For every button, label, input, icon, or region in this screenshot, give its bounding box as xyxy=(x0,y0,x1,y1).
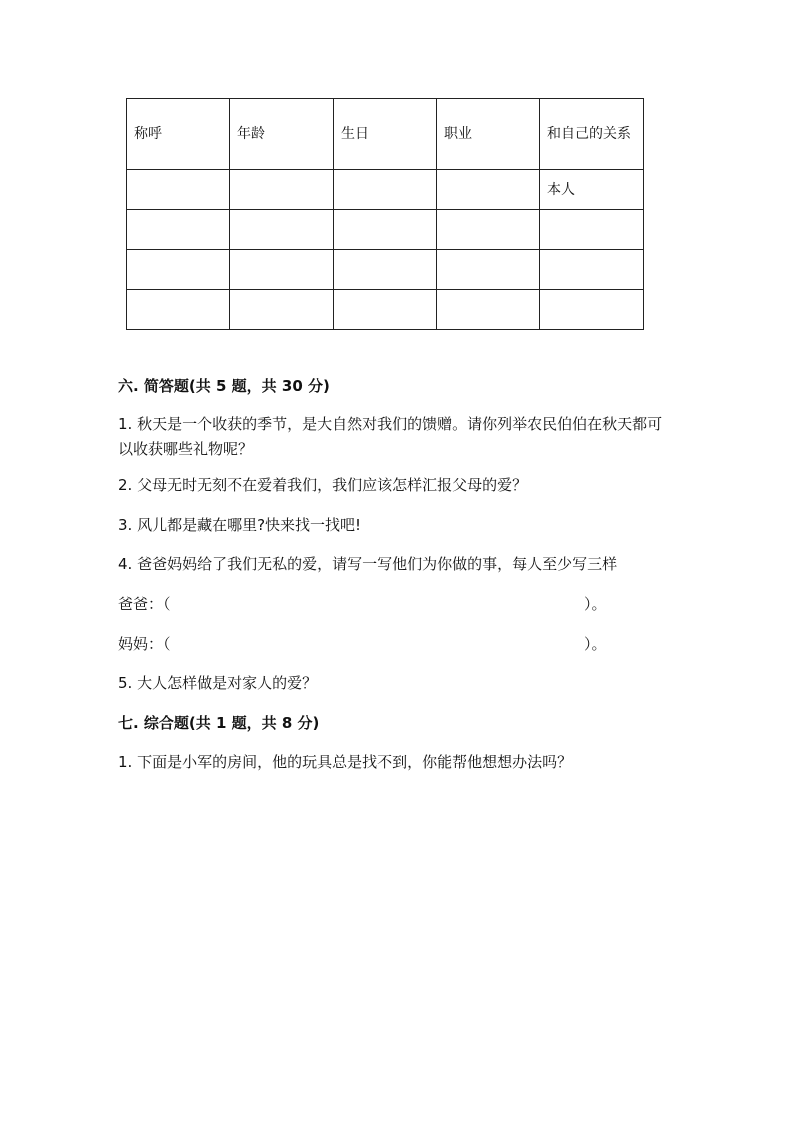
table-row xyxy=(127,290,644,330)
dad-answer-line[interactable] xyxy=(118,592,618,617)
table-cell[interactable] xyxy=(127,170,230,210)
table-cell[interactable] xyxy=(127,290,230,330)
table-cell[interactable] xyxy=(437,210,540,250)
table-cell[interactable] xyxy=(334,210,437,250)
table-header-cell: 生日 xyxy=(334,99,437,170)
table-cell[interactable] xyxy=(230,290,334,330)
table-cell[interactable] xyxy=(127,210,230,250)
mom-answer-label: 妈妈：（ xyxy=(118,635,171,653)
table-row xyxy=(127,170,644,210)
table-header-cell: 年龄 xyxy=(230,99,334,170)
table-cell[interactable] xyxy=(230,170,334,210)
table-cell[interactable] xyxy=(540,250,644,290)
table-cell[interactable] xyxy=(127,250,230,290)
table-header-row xyxy=(127,99,644,170)
question-6-4: 4. 爸爸妈妈给了我们无私的爱，请写一写他们为你做的事，每人至少写三样 xyxy=(118,555,618,573)
mom-answer-line[interactable] xyxy=(118,632,618,657)
section-six-title: 六. 简答题(共 5 题，共 30 分) xyxy=(118,377,330,395)
question-6-5: 5. 大人怎样做是对家人的爱？ xyxy=(118,674,318,692)
question-6-2: 2. 父母无时无刻不在爱着我们，我们应该怎样汇报父母的爱？ xyxy=(118,476,528,494)
table-cell[interactable] xyxy=(334,290,437,330)
table-header-cell: 职业 xyxy=(437,99,540,170)
question-7-1: 1. 下面是小军的房间，他的玩具总是找不到，你能帮他想想办法吗？ xyxy=(118,753,573,771)
question-6-1: 1. 秋天是一个收获的季节，是大自然对我们的馈赠。请你列举农民伯伯在秋天都可以收获哪些礼物呢？ xyxy=(118,415,663,458)
table-cell[interactable] xyxy=(540,210,644,250)
family-info-table xyxy=(126,98,644,330)
table-cell[interactable] xyxy=(334,250,437,290)
table-header-cell: 和自己的关系 xyxy=(540,99,644,170)
table-cell[interactable] xyxy=(230,210,334,250)
mom-answer-close: ）。 xyxy=(584,635,607,653)
dad-answer-label: 爸爸：（ xyxy=(118,595,171,613)
table-cell[interactable] xyxy=(437,170,540,210)
dad-answer-close: ）。 xyxy=(584,595,607,613)
table-header-cell: 称呼 xyxy=(127,99,230,170)
table-cell[interactable] xyxy=(437,290,540,330)
table-row xyxy=(127,210,644,250)
question-6-3: 3. 风儿都是藏在哪里?快来找一找吧! xyxy=(118,516,362,534)
table-cell[interactable] xyxy=(230,250,334,290)
table-cell: 本人 xyxy=(540,170,644,210)
table-cell[interactable] xyxy=(540,290,644,330)
table-cell[interactable] xyxy=(437,250,540,290)
table-cell[interactable] xyxy=(334,170,437,210)
table-row xyxy=(127,250,644,290)
section-seven-title: 七. 综合题(共 1 题，共 8 分) xyxy=(118,714,320,732)
